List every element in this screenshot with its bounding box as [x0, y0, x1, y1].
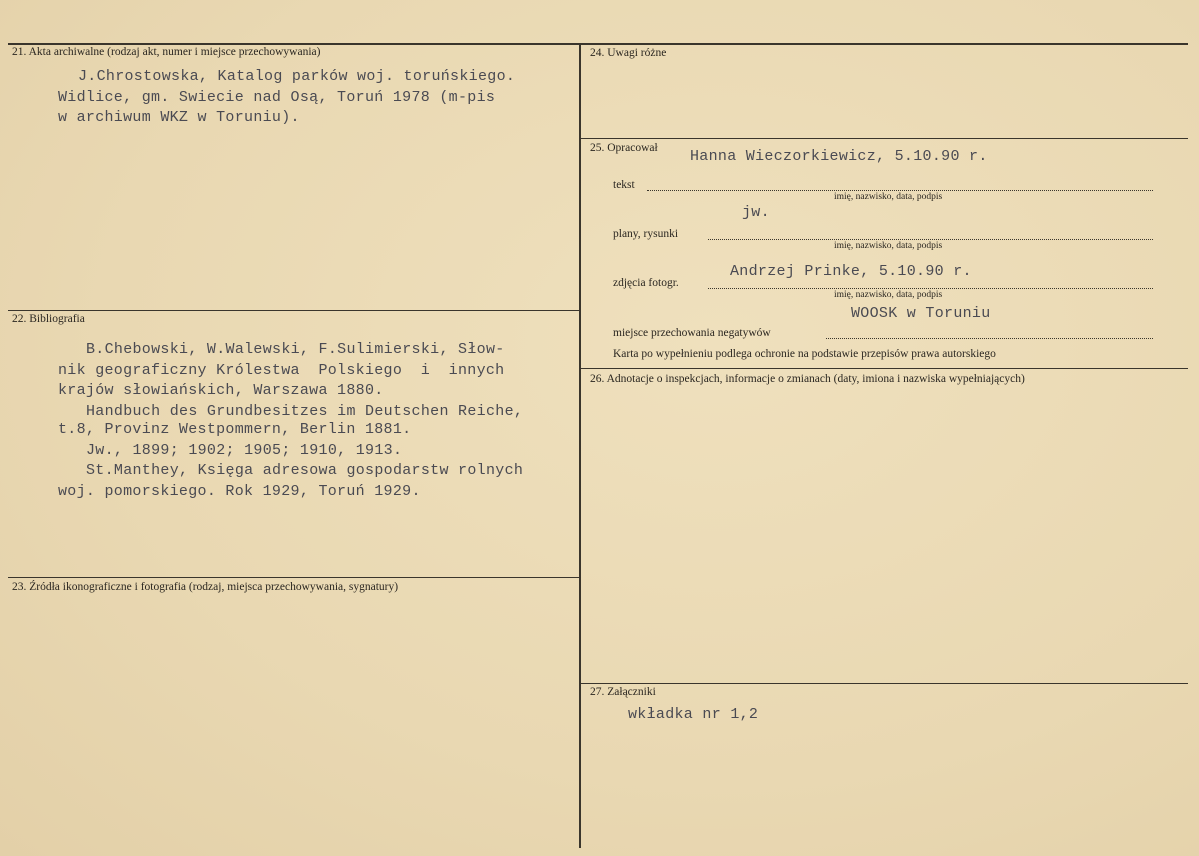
zdjecia-caption: imię, nazwisko, data, podpis	[834, 290, 943, 300]
section-25-label: 25. Opracował	[590, 142, 658, 154]
section-26-label: 26. Adnotacje o inspekcjach, informacje o zmianach (daty, imiona i nazwiska wypełniających)	[590, 373, 1025, 385]
tekst-label: tekst	[613, 179, 635, 191]
section-22-line-6: Jw., 1899; 1902; 1905; 1910, 1913.	[86, 442, 403, 459]
section-21-line-1: J.Chrostowska, Katalog parków woj. toruńskiego.	[78, 68, 516, 85]
plany-label: plany, rysunki	[613, 228, 679, 240]
tekst-caption: imię, nazwisko, data, podpis	[834, 192, 943, 202]
column-divider	[579, 43, 581, 848]
zdjecia-label: zdjęcia fotogr.	[613, 277, 679, 289]
section-27-label: 27. Załączniki	[590, 686, 656, 698]
section-21-label: 21. Akta archiwalne (rodzaj akt, numer i miejsce przechowywania)	[12, 46, 321, 58]
section-22-line-2: nik geograficzny Królestwa Polskiego i innych	[58, 362, 505, 379]
zdjecia-value: Andrzej Prinke, 5.10.90 r.	[730, 263, 972, 280]
section-24-label: 24. Uwagi różne	[590, 47, 667, 59]
section-22-line-3: krajów słowiańskich, Warszawa 1880.	[58, 382, 384, 399]
copyright-note: Karta po wypełnieniu podlega ochronie na podstawie przepisów prawa autorskiego	[613, 348, 996, 360]
plany-caption: imię, nazwisko, data, podpis	[834, 241, 943, 251]
divider-21-22	[8, 310, 580, 311]
zdjecia-field-line	[708, 288, 1153, 289]
negatywy-value: WOOSK w Toruniu	[851, 305, 991, 322]
divider-26-27	[580, 683, 1188, 684]
divider-22-23	[8, 577, 580, 578]
plany-field-line	[708, 239, 1153, 240]
negatywy-label: miejsce przechowania negatywów	[613, 327, 771, 339]
divider-25-26	[580, 368, 1188, 369]
section-23-label: 23. Źródła ikonograficzne i fotografia (rodzaj, miejsca przechowywania, sygnatury)	[12, 581, 399, 593]
section-22-line-8: woj. pomorskiego. Rok 1929, Toruń 1929.	[58, 483, 421, 500]
divider-24-25	[580, 138, 1188, 139]
section-22-line-7: St.Manthey, Księga adresowa gospodarstw rolnych	[86, 462, 524, 479]
negatywy-field-line	[826, 338, 1153, 339]
section-22-line-5: t.8, Provinz Westpommern, Berlin 1881.	[58, 421, 412, 438]
author-value: Hanna Wieczorkiewicz, 5.10.90 r.	[690, 148, 988, 165]
section-22-line-4: Handbuch des Grundbesitzes im Deutschen Reiche,	[86, 403, 524, 420]
section-21-line-2: Widlice, gm. Swiecie nad Osą, Toruń 1978 (m-pis	[58, 89, 496, 106]
plany-value: jw.	[742, 204, 770, 221]
section-21-line-3: w archiwum WKZ w Toruniu).	[58, 109, 300, 126]
section-22-label: 22. Bibliografia	[12, 313, 85, 325]
tekst-field-line	[647, 190, 1153, 191]
attachments-value: wkładka nr 1,2	[628, 706, 759, 723]
section-22-line-1: B.Chebowski, W.Walewski, F.Sulimierski, Słow-	[86, 341, 505, 358]
top-border	[8, 43, 1188, 45]
